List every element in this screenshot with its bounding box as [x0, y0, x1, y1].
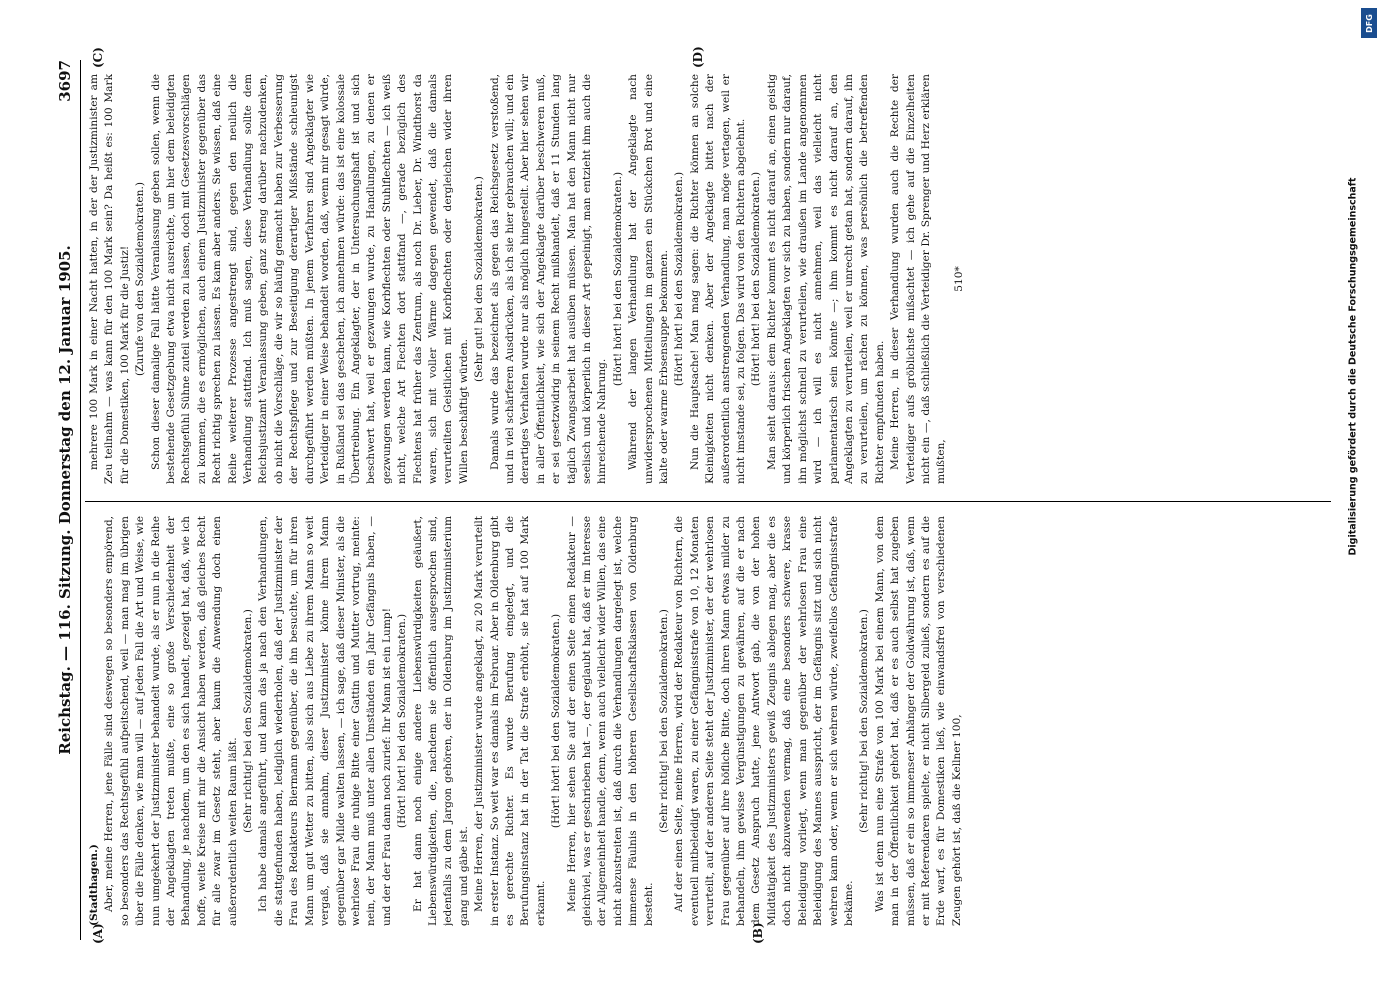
margin-marker-c: (C) — [91, 47, 105, 68]
interjection: (Sehr richtig! bei den Sozialdemokraten.) — [242, 609, 255, 833]
attribution-sidebar — [1347, 0, 1383, 1000]
interjection: (Sehr gut! bei den Sozialdemokraten.) — [473, 176, 486, 382]
paragraph: Aber, meine Herren, jene Fälle sind deswegen so besonders empörend, so besonders das Rechtsgefühl aufpeitschend, weil — man mag im übrigen über die Fälle denken, wie man will — auf jeden Fall die Art und Weise, wie nun umgekehrt der Justizminister behandelt wurde, als er nun in die Reihe der Angeklagten treten mußte, eine so große Verschiedenheit der Behandlung, je nachdem, um den es sich handelt, gezeigt hat, daß, wie ich hoffe, weite Kreise mit mir die Ansicht haben werden, daß gleiches Recht für alle zwar im Gesetz steht, aber kaum die Anwendung doch einen außerordentlich weiten Raum läßt. — [103, 516, 239, 926]
left-column — [87, 516, 1331, 926]
paragraph: Man sieht daraus: dem Richter kommt es nicht darauf an, einen geistig und körperlich frischen Angeklagten vor sich zu haben, sondern nur darauf, ihn möglichst schnell zu verurteilen, wie draußen im Lande angenommen wird — ich will es nicht annehmen, weil das vielleicht nicht parlamentarisch sein könnte —; ihm kommt es nicht darauf an, den Angeklagten zu verurteilen, weil er unrecht getan hat, sondern darauf, ihn zu verurteilen, um rächen zu können, was persönlich die betreffenden Richter empfunden haben. — [765, 74, 886, 484]
paragraph: Nun die Hauptsache! Man mag sagen: die Richter können an solche Kleinigkeiten nicht denken. Aber der Angeklagte bittet nach der außerordentlich anstrengenden Verhandlung, man möge vertagen, weil er nicht imstande sei, zu folgen. Das wird von den Richtern abgelehnt. — [688, 74, 748, 484]
interjection: (Hört! hört! bei den Sozialdemokraten.) — [396, 613, 409, 829]
paragraph: Damals wurde das bezeichnet als gegen das Reichsgesetz verstoßend, und in viel schärferen Ausdrücken, als ich sie hier gebrauchen will; und ein derartiges Verhalten wurde nur als möglich hingestellt. Aber hier sehen wir in aller Öffentlichkeit, wie sich der Angeklagte darüber beschweren muß, er sei gesetzwidrig in seinem Recht mißhandelt, daß er 11 Stunden lang täglich Zwangsarbeit hat ausüben müssen. Man hat den Mann nicht nur seelisch und körperlich in dieser Art gepeinigt, man entzieht ihm auch die hinreichende Nahrung. — [488, 74, 609, 484]
page-header — [51, 60, 79, 940]
header-rule — [80, 60, 81, 940]
margin-marker-d: (D) — [691, 46, 705, 68]
paragraph: Auf der einen Seite, meine Herren, wird der Redakteur von Richtern, die eventuell mitbeleidigt waren, zu einer Gefängnisstrafe von 10, 12 Monaten verurteilt, auf der anderen Seite steht der Justizminister, der der wehrlosen Frau gegenüber auf ihre höfliche Bitte, doch ihren Mann etwas milder zu behandeln, ihm gewisse Vergünstigungen zu gewähren, auf die er nach dem Gesetz Anspruch hatte, jene Antwort gab, die von der hohen Mildtätigkeit des Justizministers gewiß Zeugnis ablegen mag, aber die es doch nicht abzuwenden vermag, daß eine besonders schwere, krasse Beleidigung vorliegt, wenn man gegenüber der wehrlosen Frau eine Beleidigung des Mannes ausspricht, der im Gefängnis sitzt und sich nicht wehren kann oder, wenn er sich wehren würde, zweifellos Gefängnisstrafe bekäme. — [673, 516, 855, 926]
paragraph: Er hat dann noch einige andere Liebenswürdigkeiten geäußert, Liebenswürdigkeiten, die, nachdem sie öffentlich ausgesprochen sind, jedenfalls zu dem Jargon gehören, der in Oldenburg im Justizministerium gang und gäbe ist. — [411, 516, 470, 926]
paragraph: Meine Herren, hier sehen Sie auf der einen Seite einen Redakteur — gleichviel, was er geschrieben hat —, der geglaubt hat, daß er im Interesse der Allgemeinheit handle, denn, wenn auch vielleicht wider Willen, das eine nicht abzustreiten ist, daß durch die Verhandlungen dargelegt ist, welche immense Fäulnis in den höheren Gesellschaftsklassen von Oldenburg besteht. — [565, 516, 655, 926]
interjection: (Hört! hört! bei den Sozialdemokraten.) — [611, 171, 624, 387]
interjection: (Zurufe von den Sozialdemokraten.) — [134, 182, 147, 376]
attribution-text: Digitalisierung gefördert durch die Deutsche Forschungsgemeinschaft — [1347, 177, 1359, 556]
header-title: Reichstag. — 116. Sitzung. Donnerstag den 12. Januar 1905. — [56, 245, 74, 755]
sheet-number: 510* — [952, 266, 965, 292]
document-page — [51, 46, 1331, 944]
interjection: (Hört! hört! bei den Sozialdemokraten.) — [673, 171, 686, 387]
margin-marker-b: (B) — [751, 922, 765, 944]
dfg-logo: DFG — [1361, 8, 1377, 38]
speaker-name: (Stadthagen.) — [88, 844, 100, 926]
interjection: (Sehr richtig! bei den Sozialdemokraten.) — [858, 609, 871, 833]
interjection: (Hört! hört! bei den Sozialdemokraten.) — [750, 171, 763, 387]
column-separator — [85, 501, 1331, 502]
interjection: (Sehr richtig! bei den Sozialdemokraten.) — [658, 609, 671, 833]
interjection: (Hört! hört! bei den Sozialdemokraten.) — [550, 613, 563, 829]
left-paragraphs — [102, 516, 965, 926]
page-number: 3697 — [56, 60, 74, 102]
paragraph: Meine Herren, der Justizminister wurde angeklagt, zu 20 Mark verurteilt in erster Instanz. So weit war es damals im Februar. Aber in Oldenburg gibt es gerechte Richter. Es wurde Berufung eingelegt, und die Berufungsinstanz hat in der Tat die Strafe erhöht, sie hat auf 100 Mark erkannt. — [473, 516, 547, 926]
paragraph: Während der langen Verhandlung hat der Angeklagte nach unwidersprochenen Mitteilungen im ganzen ein Stückchen Brot und eine kalte oder warme Erbsensuppe bekommen. — [627, 74, 671, 484]
margin-marker-a: (A) — [91, 923, 105, 944]
paragraph: Ich habe damals angeführt, und kann das ja nach den Verhandlungen, die stattgefunden haben, lediglich wiederholen, daß der Justizminister der Frau des Redakteurs Biermann gegenüber, die ihn besuchte, um für ihren Mann um gut Wetter zu bitten, also sich aus Liebe zu ihrem Mann so weit vergaß, daß sie annahm, dieser Justizminister könne ihrem Mann gegenüber gar Milde walten lassen, — ich sage, daß dieser Minister, als die wehrlose Frau die ruhige Bitte einer Gattin und Mutter vortrug, meinte: nein, der Mann muß unter allen Umständen ein Jahr Gefängnis haben, — und der der Frau dann noch zurief: Ihr Mann ist ein Lump! — [257, 516, 393, 926]
paragraph: Was ist denn nun eine Strafe von 100 Mark bei einem Mann, von dem man in der Öffentlichkeit gehört hat, daß er es auch selbst hat zugeben müssen, daß er ein so immenser Anhänger der Goldwährung ist, daß, wenn er mit Referendaren spielte, er nicht Silbergeld zuließ, sondern es auf die Erde warf, es für Domestiken ließ, wie einwandsfrei von verschiedenen Zeugen gehört ist, daß die Kellner 100, — [873, 516, 963, 926]
paragraph: Meine Herren, in dieser Verhandlung wurden auch die Rechte der Verteidiger aufs gröblichste mißachtet — ich gehe auf die Einzelheiten nicht ein —, daß schließlich die Verteidiger Dr. Sprenger und Herz erklären mußten, — [889, 74, 948, 484]
right-paragraphs — [87, 74, 950, 484]
paragraph: mehrere 100 Mark in einer Nacht hatten, in der der Justizminister am Zeu teilnahm — was kann für den 100 Mark sein? Da heißt es: 100 Mark für die Domestiken, 100 Mark für die Justiz! — [88, 74, 131, 484]
right-column — [87, 74, 1331, 484]
paragraph: Schon dieser damalige Fall hätte Veranlassung geben sollen, wenn die bestehende Gesetzgebung etwa nicht ausreichte, um hier dem beleidigten Rechtsgefühl Sühne zuteil werden zu lassen, doch mit Gesetzesvorschlägen zu kommen, die es ermöglichen, auch einem Justizminister gegenüber das Recht richtig sprechen zu lassen. Es kam aber anders. Sie wissen, daß eine Reihe weiterer Prozesse angestrengt sind, gegen den neulich die Verhandlung stattfand. Ich muß sagen, diese Verhandlung sollte dem Reichsjustizamt Veranlassung geben, ganz streng darüber nachzudenken, ob nicht die Vorschläge, die wir so häufig gemacht haben zur Verbesserung der Rechtspflege und zur Beseitigung derartiger Mißstände schleunigst durchgeführt werden müßten. In jenem Verfahren sind Angeklagter wie Verteidiger in einer Weise behandelt worden, daß, wenn mir gesagt würde, in Rußland sei das geschehen, ich annehmen würde: das ist eine kolossale Übertreibung. Ein Angeklagter, der in Untersuchungshaft ist und sich beschwert hat, weil er gezwungen wurde, zu Handlungen, zu denen er gezwungen werden kann, wie Korbflechten oder Stuhlflechten — ich weiß nicht, welche Art Flechten dort stattfand —, gerade bezüglich des Flechtens hat früher das Zentrum, als noch Dr. Lieber, Dr. Windthorst da waren, sich mit voller Wärme dagegen gewendet, daß die damals verurteilten Geistlichen mit Korbflechten oder dergleichen wider ihren Willen beschäftigt würden. — [149, 74, 470, 484]
